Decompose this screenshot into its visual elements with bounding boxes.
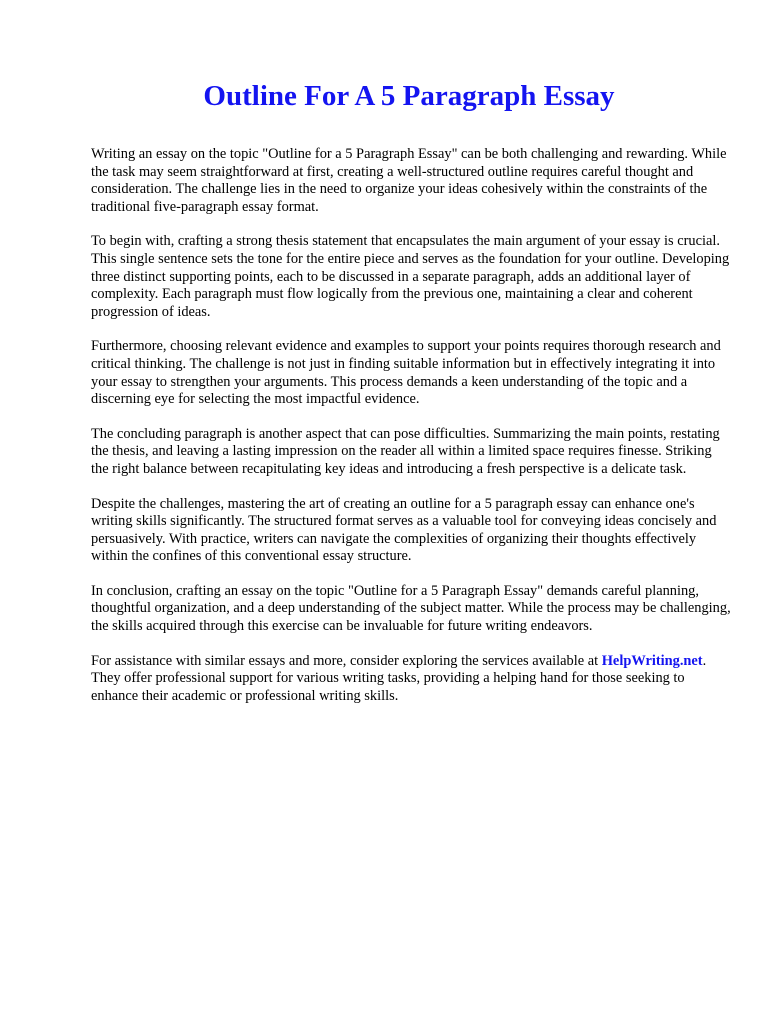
paragraph-intro: Writing an essay on the topic "Outline for a 5 Paragraph Essay" can be both challenging and rewarding. While the task may seem straightforward at first, creating a well-structured outline requires careful thought and consideration. The challenge lies in the need to organize your ideas cohesively within the constraints of the traditional five-paragraph essay format.	[91, 146, 727, 215]
paragraph-thesis: To begin with, crafting a strong thesis statement that encapsulates the main argument of your essay is crucial. This single sentence sets the tone for the entire piece and serves as the foundation for your outline. Developing three distinct supporting points, each to be discussed in a separate paragraph, adds an additional layer of complexity. Each paragraph must flow logically from the previous one, maintaining a clear and coherent progression of ideas.	[91, 233, 730, 320]
paragraph-concluding: The concluding paragraph is another aspect that can pose difficulties. Summarizing the main points, restating the thesis, and leaving a lasting impression on the reader all within a limited space requires finesse. Striking the right balance between recapitulating key ideas and introducing a fresh perspective is a delicate task.	[91, 425, 720, 477]
document-title: Outline For A 5 Paragraph Essay	[203, 80, 615, 112]
helpwriting-link[interactable]: HelpWriting.net	[601, 652, 703, 669]
closing-text-before-link: For assistance with similar essays and more, consider exploring the services available at	[91, 652, 602, 669]
paragraph-conclusion: In conclusion, crafting an essay on the topic "Outline for a 5 Paragraph Essay" demands careful planning, thoughtful organization, and a deep understanding of the subject matter. While the process may be challenging, the skills acquired through this exercise can be invaluable for future writing endeavors.	[91, 582, 731, 635]
document-body	[91, 146, 731, 722]
paragraph-evidence: Furthermore, choosing relevant evidence and examples to support your points requires thorough research and critical thinking. The challenge is not just in finding suitable information but in effectively integrating it into your essay to strengthen your arguments. This process demands a keen understanding of the topic and a discerning eye for selecting the most impactful evidence.	[91, 338, 721, 408]
paragraph-closing	[91, 653, 731, 706]
closing-text-after-link: . They offer professional support for various writing tasks, providing a helping hand for those seeking to enhance their academic or professional writing skills.	[91, 652, 707, 704]
paragraph-mastering: Despite the challenges, mastering the art of creating an outline for a 5 paragraph essay can enhance one's writing skills significantly. The structured format serves as a valuable tool for conveying ideas concisely and persuasively. With practice, writers can navigate the complexities of organizing their thoughts effectively within the confines of this conventional essay structure.	[91, 495, 717, 565]
